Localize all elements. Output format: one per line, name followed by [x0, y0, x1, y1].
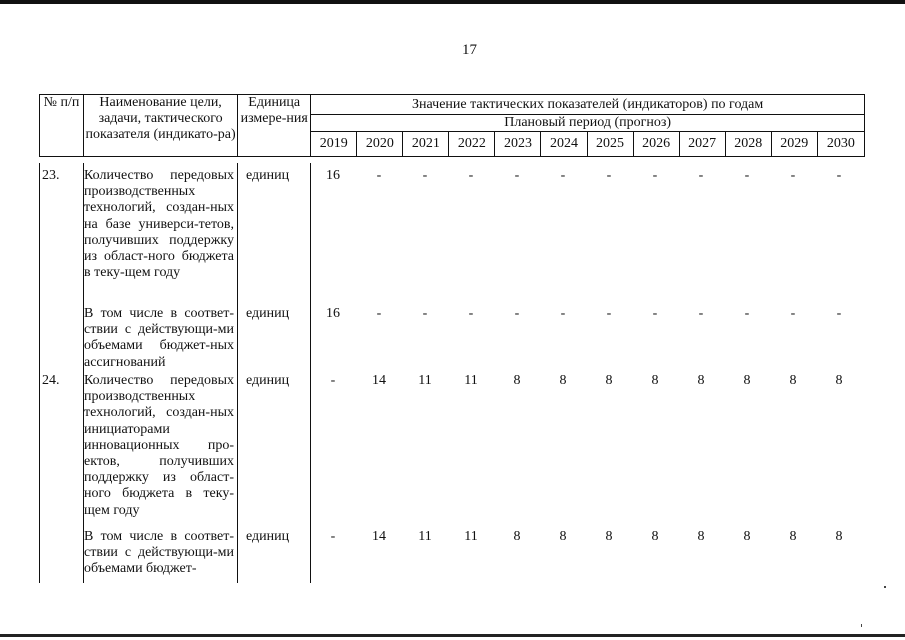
indicator-value: - [606, 168, 612, 183]
indicator-value: - [376, 306, 382, 321]
indicator-name: Количество передовых производственных технологий, создан-ных инициаторами инновационных про-ектов, получивших поддержку из област-ного бюджета в теку-щем году [84, 373, 234, 518]
header-values-title: Значение тактических показателей (индикаторов) по годам [311, 95, 865, 115]
header-year: 2024 [541, 132, 587, 157]
indicator-value: 8 [789, 373, 797, 388]
indicator-value: - [330, 373, 336, 388]
indicator-value: - [468, 306, 474, 321]
indicator-value: 11 [464, 529, 478, 544]
indicator-value: 8 [651, 529, 659, 544]
indicator-value: 11 [418, 373, 432, 388]
column-line [39, 163, 40, 583]
indicator-value: 8 [605, 529, 613, 544]
top-rule [0, 0, 905, 4]
indicator-unit: единиц [246, 373, 290, 388]
indicator-unit: единиц [246, 168, 290, 183]
indicator-value: 8 [559, 529, 567, 544]
indicator-value: 16 [326, 306, 340, 321]
indicator-value: 8 [559, 373, 567, 388]
indicator-value: - [790, 168, 796, 183]
indicator-value: - [514, 168, 520, 183]
indicator-value: - [698, 168, 704, 183]
indicator-value: 14 [372, 529, 386, 544]
scan-speck [884, 586, 886, 588]
table-header [39, 94, 865, 157]
header-year: 2026 [633, 132, 679, 157]
indicator-value: - [560, 168, 566, 183]
header-name: Наименование цели, задачи, тактического показателя (индикато-ра) [84, 95, 238, 157]
indicator-value: - [514, 306, 520, 321]
indicator-value: - [652, 306, 658, 321]
header-year: 2027 [679, 132, 725, 157]
indicator-value: - [836, 168, 842, 183]
indicator-value: 8 [789, 529, 797, 544]
indicator-value: - [422, 306, 428, 321]
indicator-name: В том числе в соответ-ствии с действующи-ми объемами бюджет-ных ассигнований [84, 306, 234, 370]
header-year: 2019 [311, 132, 357, 157]
indicator-value: 14 [372, 373, 386, 388]
header-year: 2023 [495, 132, 541, 157]
indicator-value: 8 [697, 529, 705, 544]
indicator-value: 8 [743, 529, 751, 544]
indicator-value: 16 [326, 168, 340, 183]
header-year: 2030 [817, 132, 864, 157]
row-number: 23. [42, 168, 60, 183]
page-number: 17 [462, 42, 477, 58]
column-line [237, 163, 238, 583]
indicator-value: 8 [605, 373, 613, 388]
indicator-name: В том числе в соответ-ствии с действующи-ми объемами бюджет- [84, 529, 234, 577]
indicator-unit: единиц [246, 529, 290, 544]
indicator-value: - [560, 306, 566, 321]
indicator-value: - [422, 168, 428, 183]
indicator-value: 8 [513, 373, 521, 388]
indicator-unit: единиц [246, 306, 290, 321]
header-unit: Единица измере-ния [238, 95, 311, 157]
header-planned-period: Плановый период (прогноз) [311, 115, 865, 132]
indicator-value: 11 [418, 529, 432, 544]
indicator-value: 8 [743, 373, 751, 388]
bottom-rule [0, 634, 905, 637]
indicator-name: Количество передовых производственных технологий, создан-ных на базе универси-тетов, получивших поддержку из област-ного бюджета в теку-щем году [84, 168, 234, 281]
header-year: 2025 [587, 132, 633, 157]
indicator-value: - [744, 168, 750, 183]
indicator-value: - [744, 306, 750, 321]
row-number: 24. [42, 373, 60, 388]
indicator-value: 8 [697, 373, 705, 388]
indicator-value: - [376, 168, 382, 183]
indicator-value: 11 [464, 373, 478, 388]
indicator-value: - [698, 306, 704, 321]
header-year: 2029 [771, 132, 817, 157]
indicator-value: - [606, 306, 612, 321]
indicator-value: 8 [513, 529, 521, 544]
header-year: 2028 [725, 132, 771, 157]
header-year: 2022 [449, 132, 495, 157]
header-year: 2021 [403, 132, 449, 157]
indicator-value: 8 [835, 373, 843, 388]
indicator-value: - [652, 168, 658, 183]
indicator-value: - [330, 529, 336, 544]
scan-speck [861, 624, 862, 627]
header-num: № п/п [40, 95, 84, 157]
header-year: 2020 [357, 132, 403, 157]
indicator-value: 8 [835, 529, 843, 544]
indicator-value: - [790, 306, 796, 321]
indicator-value: - [468, 168, 474, 183]
indicator-value: - [836, 306, 842, 321]
indicator-value: 8 [651, 373, 659, 388]
